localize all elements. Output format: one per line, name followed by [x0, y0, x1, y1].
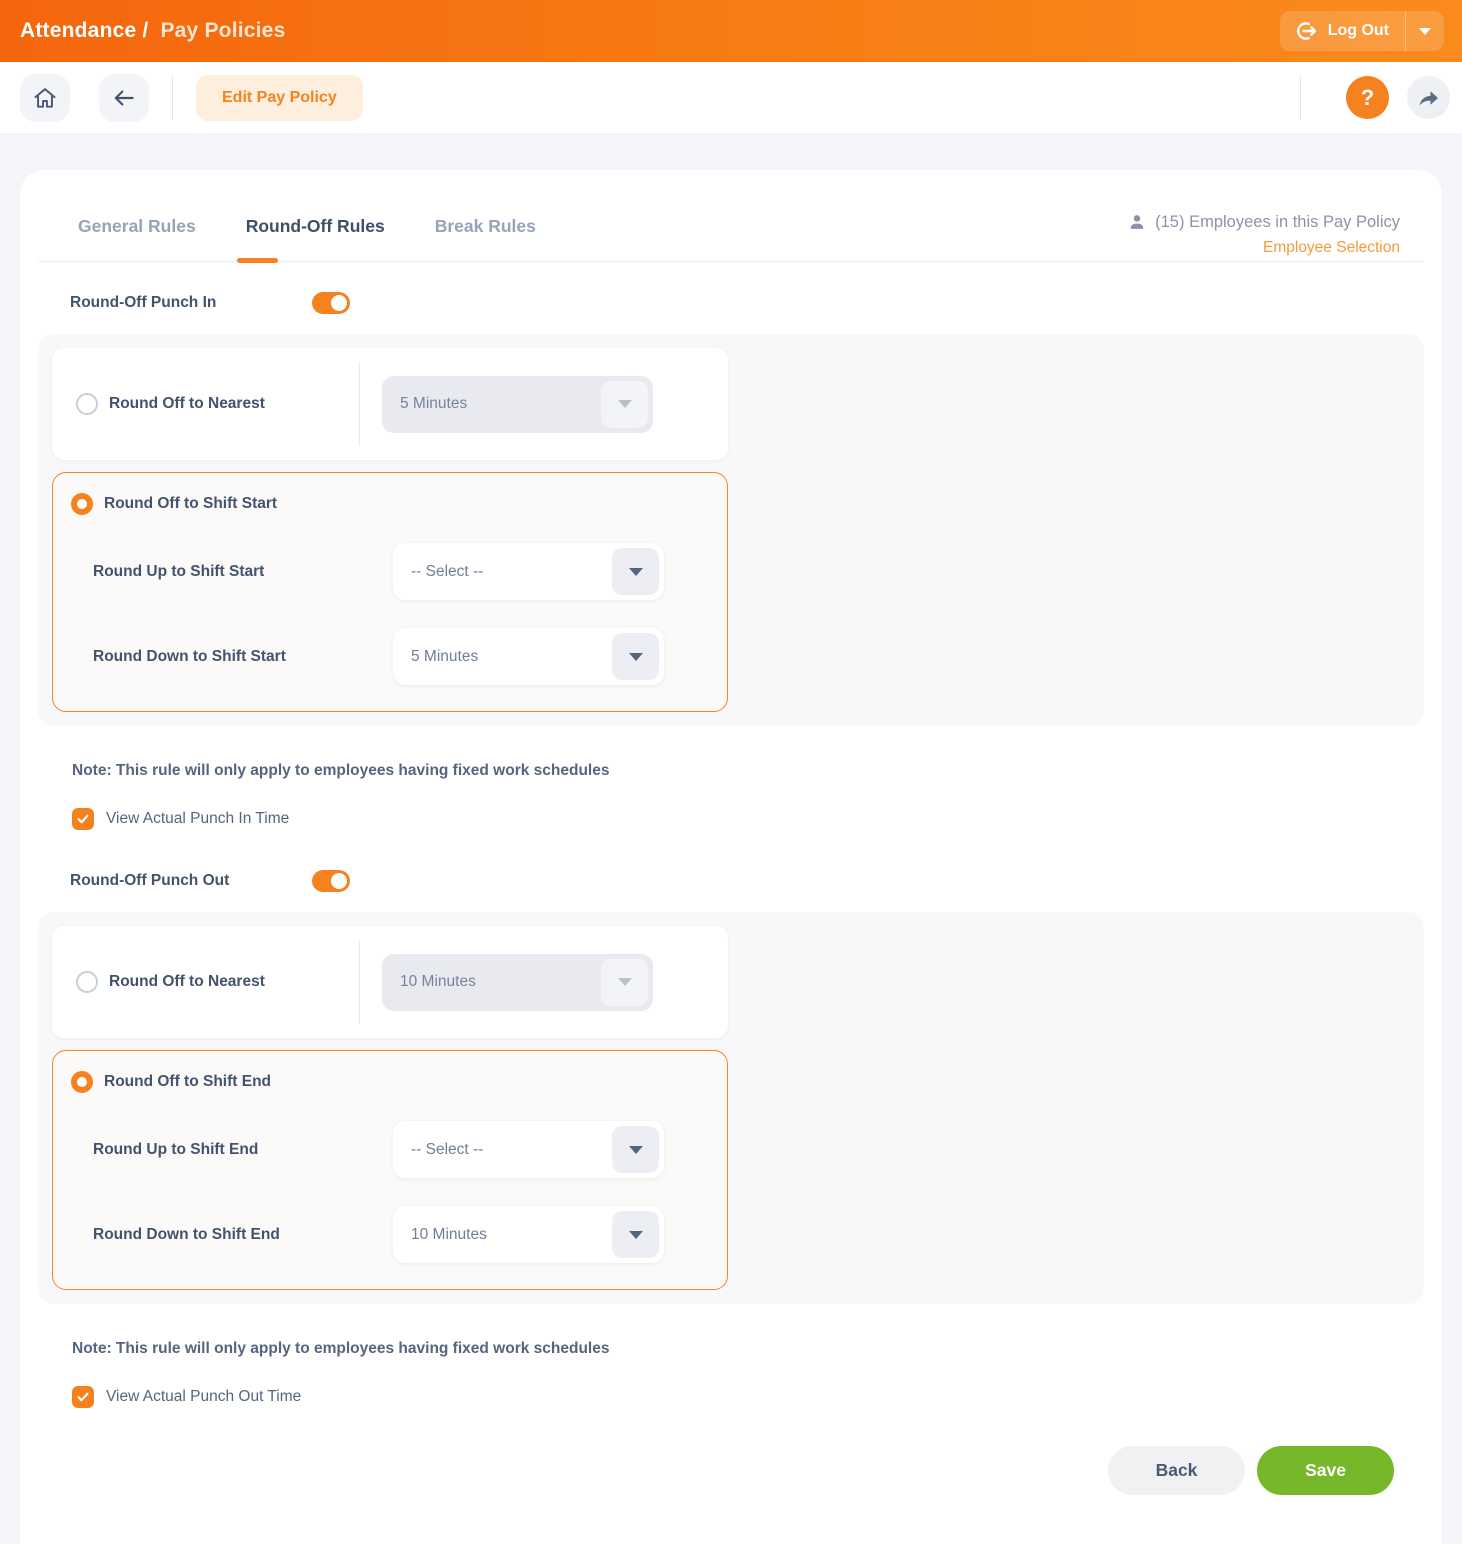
breadcrumb — [20, 19, 285, 43]
employees-count-text: (15) Employees in this Pay Policy — [1155, 212, 1400, 231]
round-down-shift-start-row — [93, 628, 709, 685]
round-down-shift-end-label: Round Down to Shift End — [93, 1225, 280, 1243]
punch-in-title: Round-Off Punch In — [70, 294, 217, 311]
chevron-down-icon — [629, 568, 643, 576]
punch-in-shift-label: Round Off to Shift Start — [104, 495, 278, 512]
home-icon — [32, 85, 58, 111]
punch-out-nearest-radio[interactable] — [76, 971, 98, 993]
logout-button[interactable] — [1280, 11, 1444, 51]
view-actual-punch-in-label: View Actual Punch In Time — [106, 810, 290, 827]
punch-out-shift-card — [52, 1050, 728, 1290]
back-button[interactable] — [99, 74, 149, 122]
round-down-shift-start-select[interactable] — [393, 628, 664, 685]
row-divider — [359, 940, 360, 1024]
logout-icon — [1294, 19, 1318, 43]
punch-in-note: Note: This rule will only apply to employees having fixed work schedules — [72, 762, 610, 779]
round-up-shift-start-row — [93, 543, 709, 600]
share-button[interactable] — [1407, 76, 1450, 119]
save-button[interactable]: Save — [1257, 1446, 1394, 1495]
punch-in-toggle[interactable] — [312, 292, 350, 314]
chevron-down-icon — [629, 1231, 643, 1239]
help-button[interactable] — [1346, 76, 1389, 119]
tab-general-rules[interactable]: General Rules — [78, 216, 196, 236]
round-up-shift-end-select[interactable] — [393, 1121, 664, 1178]
check-icon — [76, 812, 90, 826]
punch-in-nearest-select[interactable] — [382, 376, 653, 433]
share-forward-icon — [1417, 86, 1441, 110]
caret-box — [601, 959, 648, 1006]
punch-out-nearest-select[interactable] — [382, 954, 653, 1011]
round-down-shift-end-row — [93, 1206, 709, 1263]
punch-out-toggle[interactable] — [312, 870, 350, 892]
home-button[interactable] — [20, 74, 70, 122]
tabs-row — [38, 212, 1424, 262]
page-background — [0, 133, 1462, 1544]
view-actual-punch-out-checkbox[interactable] — [72, 1386, 94, 1408]
row-divider — [359, 362, 360, 446]
footer-actions — [38, 1446, 1394, 1517]
round-down-shift-end-select[interactable] — [393, 1206, 664, 1263]
back-action-button[interactable]: Back — [1108, 1446, 1245, 1495]
punch-out-shift-radio[interactable] — [71, 1071, 93, 1093]
caret-box — [612, 548, 659, 595]
punch-in-nearest-radio[interactable] — [76, 393, 98, 415]
employees-meta — [1127, 212, 1400, 257]
page-title-chip: Edit Pay Policy — [196, 75, 363, 121]
breadcrumb-module: Attendance / — [20, 19, 149, 42]
caret-box — [612, 1126, 659, 1173]
punch-in-nearest-label: Round Off to Nearest — [109, 395, 265, 412]
view-actual-punch-in-checkbox[interactable] — [72, 808, 94, 830]
round-up-shift-start-select[interactable] — [393, 543, 664, 600]
punch-out-shift-head — [71, 1071, 709, 1093]
app-header — [0, 0, 1462, 62]
view-actual-punch-in-row[interactable] — [72, 808, 1424, 830]
select-value: -- Select -- — [411, 562, 484, 580]
caret-box — [612, 1211, 659, 1258]
chevron-down-icon — [629, 653, 643, 661]
toolbar — [0, 62, 1462, 133]
logout-label: Log Out — [1327, 22, 1389, 39]
round-down-shift-start-label: Round Down to Shift Start — [93, 647, 286, 665]
punch-in-nearest-row — [52, 348, 728, 460]
breadcrumb-page: Pay Policies — [160, 19, 286, 42]
select-value: 5 Minutes — [400, 395, 468, 412]
employees-count-row — [1127, 212, 1400, 232]
chevron-down-icon — [1419, 28, 1431, 35]
select-value: -- Select -- — [411, 1140, 484, 1158]
logout-menu-toggle[interactable] — [1406, 28, 1444, 35]
chevron-down-icon — [618, 978, 632, 986]
toolbar-divider — [172, 76, 173, 120]
tab-round-off-rules-label: Round-Off Rules — [245, 216, 385, 236]
punch-out-group — [38, 912, 1424, 1304]
punch-out-shift-label: Round Off to Shift End — [104, 1073, 272, 1090]
toggle-knob — [331, 295, 347, 311]
chevron-down-icon — [618, 400, 632, 408]
punch-in-group — [38, 334, 1424, 726]
punch-out-nearest-label: Round Off to Nearest — [109, 973, 265, 990]
tab-round-off-rules[interactable] — [246, 216, 385, 237]
punch-out-header — [70, 870, 1424, 892]
toggle-knob — [331, 873, 347, 889]
punch-in-header — [70, 292, 1424, 314]
round-up-shift-start-label: Round Up to Shift Start — [93, 562, 265, 580]
select-value: 5 Minutes — [411, 647, 479, 665]
tab-break-rules[interactable]: Break Rules — [434, 216, 536, 236]
check-icon — [76, 1390, 90, 1404]
select-value: 10 Minutes — [411, 1225, 487, 1243]
question-mark-icon: ? — [1360, 84, 1375, 110]
active-tab-indicator — [237, 258, 278, 263]
punch-in-shift-card — [52, 472, 728, 712]
caret-box — [601, 381, 648, 428]
chevron-down-icon — [629, 1146, 643, 1154]
round-up-shift-end-label: Round Up to Shift End — [93, 1140, 259, 1158]
pay-policy-card — [20, 170, 1442, 1544]
punch-out-nearest-row — [52, 926, 728, 1038]
round-up-shift-end-row — [93, 1121, 709, 1178]
punch-in-shift-head — [71, 493, 709, 515]
punch-out-note: Note: This rule will only apply to employees having fixed work schedules — [72, 1340, 610, 1357]
view-actual-punch-out-row[interactable] — [72, 1386, 1424, 1408]
select-value: 10 Minutes — [400, 973, 476, 990]
person-icon — [1127, 212, 1147, 232]
punch-out-title: Round-Off Punch Out — [70, 872, 230, 889]
toolbar-divider-right — [1300, 76, 1301, 120]
punch-in-shift-radio[interactable] — [71, 493, 93, 515]
logout-button-main[interactable] — [1280, 19, 1405, 43]
caret-box — [612, 633, 659, 680]
view-actual-punch-out-label: View Actual Punch Out Time — [106, 1388, 302, 1405]
arrow-left-icon — [111, 85, 137, 111]
employee-selection-link[interactable]: Employee Selection — [1263, 239, 1400, 256]
